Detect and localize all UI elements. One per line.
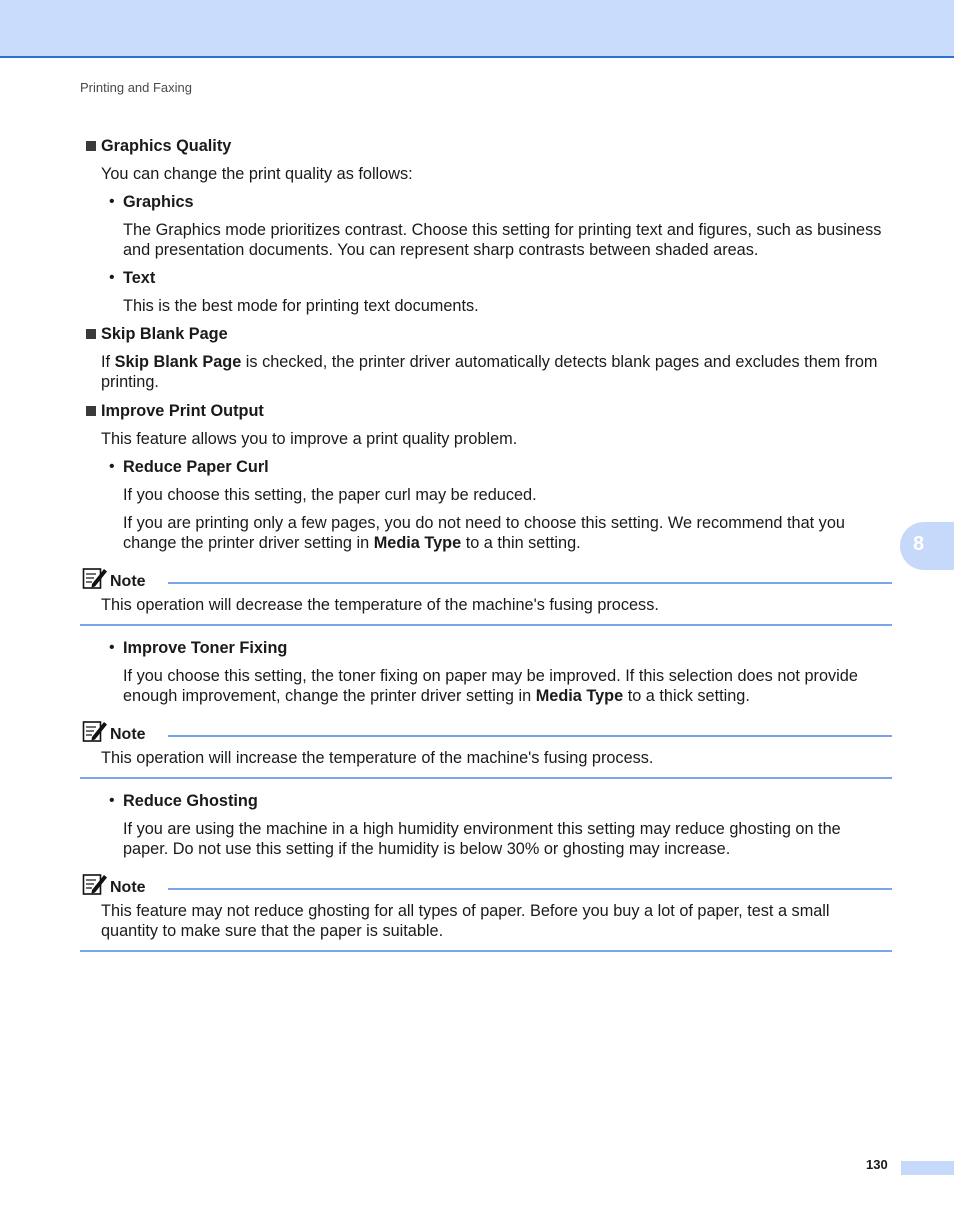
subsection-title-text: Text bbox=[123, 269, 156, 287]
note-box bbox=[80, 566, 892, 626]
note-pencil-icon bbox=[82, 566, 108, 590]
page-number: 130 bbox=[866, 1157, 888, 1172]
header-band bbox=[0, 0, 954, 58]
skip-blank-page-description: If Skip Blank Page is checked, the printer driver automatically detects blank pages and excludes them from printing. bbox=[101, 353, 878, 391]
note-bottom-rule bbox=[80, 624, 892, 626]
chapter-number: 8 bbox=[913, 533, 925, 555]
section-bullet-icon bbox=[86, 329, 96, 339]
note-pencil-icon bbox=[82, 719, 108, 743]
bullet-icon: • bbox=[109, 269, 115, 286]
section-title-improve-print-output: Improve Print Output bbox=[101, 402, 264, 420]
subsection-title-improve-toner-fixing: Improve Toner Fixing bbox=[123, 639, 288, 657]
section-title-skip-blank-page: Skip Blank Page bbox=[101, 325, 228, 343]
text-mode-description: This is the best mode for printing text documents. bbox=[123, 297, 479, 315]
reduce-ghosting-description: If you are using the machine in a high humidity environment this setting may reduce ghosting on the paper. Do not use this setting if the humidity is below 30% or ghosting may increase. bbox=[123, 820, 841, 858]
reduce-paper-curl-description: If you choose this setting, the paper curl may be reduced. bbox=[123, 486, 537, 504]
section-bullet-icon bbox=[86, 141, 96, 151]
bullet-icon: • bbox=[109, 639, 115, 656]
chapter-tab bbox=[900, 522, 954, 570]
note-label: Note bbox=[110, 726, 146, 743]
note-pencil-icon bbox=[82, 872, 108, 896]
note-top-rule bbox=[168, 735, 892, 737]
note-text: This feature may not reduce ghosting for all types of paper. Before you buy a lot of paper, test a small quantity to make sure that the paper is suitable. bbox=[101, 902, 830, 940]
note-bottom-rule bbox=[80, 950, 892, 952]
improve-print-output-intro: This feature allows you to improve a print quality problem. bbox=[101, 430, 518, 448]
subsection-title-reduce-paper-curl: Reduce Paper Curl bbox=[123, 458, 269, 476]
graphics-quality-intro: You can change the print quality as follows: bbox=[101, 165, 413, 183]
bullet-icon: • bbox=[109, 792, 115, 809]
section-title-graphics-quality: Graphics Quality bbox=[101, 137, 232, 155]
note-bottom-rule bbox=[80, 777, 892, 779]
note-text: This operation will decrease the temperature of the machine's fusing process. bbox=[101, 596, 659, 614]
note-top-rule bbox=[168, 888, 892, 890]
note-text: This operation will increase the temperature of the machine's fusing process. bbox=[101, 749, 654, 767]
note-label: Note bbox=[110, 879, 146, 896]
note-top-rule bbox=[168, 582, 892, 584]
graphics-description: The Graphics mode prioritizes contrast. Choose this setting for printing text and figures, such as business and presentation documents. You can represent sharp contrasts between shaded areas. bbox=[123, 221, 882, 259]
note-box bbox=[80, 719, 892, 779]
subsection-title-graphics: Graphics bbox=[123, 193, 194, 211]
bullet-icon: • bbox=[109, 458, 115, 475]
reduce-paper-curl-recommendation: If you are printing only a few pages, you do not need to choose this setting. We recommend that you change the printer driver setting in Media Type to a thin setting. bbox=[123, 514, 845, 552]
improve-toner-fixing-description: If you choose this setting, the toner fixing on paper may be improved. If this selection does not provide enough improvement, change the printer driver setting in Media Type to a thick setting. bbox=[123, 667, 858, 705]
note-box bbox=[80, 872, 892, 952]
section-bullet-icon bbox=[86, 406, 96, 416]
bullet-icon: • bbox=[109, 193, 115, 210]
page-number-bar bbox=[901, 1161, 954, 1175]
note-label: Note bbox=[110, 573, 146, 590]
running-head: Printing and Faxing bbox=[80, 80, 193, 95]
subsection-title-reduce-ghosting: Reduce Ghosting bbox=[123, 792, 258, 810]
